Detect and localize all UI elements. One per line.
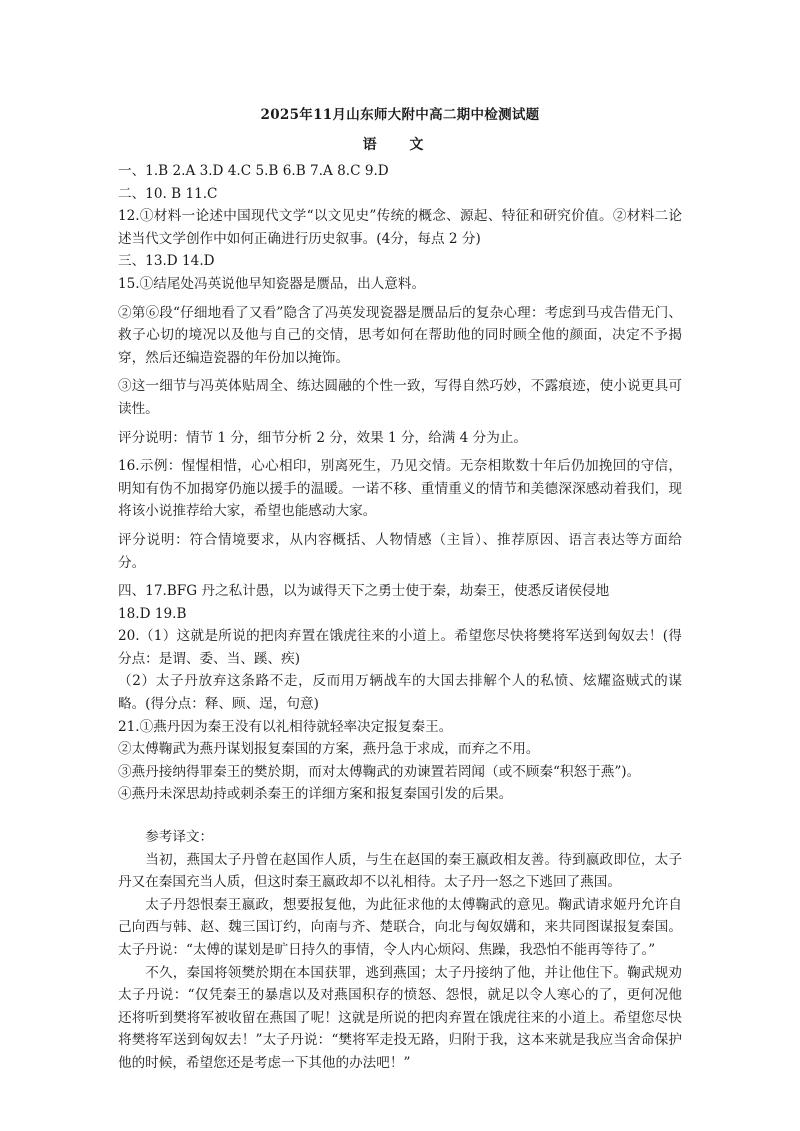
answer-line: ②太傅鞠武为燕丹谋划报复秦国的方案，燕丹急于求成，而弃之不用。 <box>118 741 540 758</box>
answer-line: ④燕丹未深思劫持或刺杀秦王的详细方案和报复秦国引发的后果。 <box>118 786 513 803</box>
section-spacer <box>118 806 682 826</box>
answer-line: 三、13.D 14.D <box>118 253 215 270</box>
answer-line: 二、10. B 11.C <box>118 185 218 202</box>
scoring-note: 评分说明：情节 1 分，细节分析 2 分，效果 1 分，给满 4 分为止。 <box>118 429 528 446</box>
answer-line: （2）太子丹放弃这条路不走，反而用万辆战车的大国去排解个人的私愤、炫耀盗贼式的谋略。(得分点：释、顾、逞，句意) <box>118 673 682 713</box>
answer-line: 18.D 19.B <box>118 605 187 622</box>
answer-line: 12.①材料一论述中国现代文学“以文见史”传统的概念、源起、特征和研究价值。②材料二论述当代文学创作中如何正确进行历史叙事。(4分，每点 2 分) <box>118 208 682 247</box>
subject-heading: 语 文 <box>362 137 438 153</box>
answer-line: 15.①结尾处冯英说他早知瓷器是赝品，出人意料。 <box>118 275 426 292</box>
answer-line: ③燕丹接纳得罪秦王的樊於期，而对太傅鞠武的劝谏置若罔闻（或不顾秦“积怒于燕”)。 <box>118 763 641 780</box>
answer-line: 一、1.B 2.A 3.D 4.C 5.B 6.B 7.A 8.C 9.D <box>118 163 389 179</box>
translation-heading: 参考译文： <box>145 829 214 846</box>
answer-line: 20.（1）这就是所说的把肉弃置在饿虎往来的小道上。希望您尽快将樊将军送到匈奴去！(得分点：是谓、委、当、蹊、疾) <box>118 628 682 667</box>
answer-line: ③这一细节与冯英体贴周全、练达圆融的个性一致，写得自然巧妙，不露痕迹，使小说更具可读性。 <box>118 378 682 417</box>
reference-translation <box>118 826 682 1075</box>
answer-key <box>118 160 682 806</box>
answer-line: ②第⑥段“仔细地看了又看”隐含了冯英发现瓷器是赝品后的复杂心理：考虑到马戎告借无门、救子心切的境况以及他与自己的交情，思考如何在帮助他的同时顾全他的颜面，决定不予揭穿，然后还编造瓷器的年份加以掩饰。 <box>118 304 682 366</box>
answer-line: 四、17.BFG 丹之私计愚，以为诚得天下之勇士使于秦，劫秦王，使悉反诸侯侵地 <box>118 583 610 600</box>
translation-paragraph: 太子丹怨恨秦王嬴政，想要报复他，为此征求他的太傅鞠武的意见。鞠武请求姬丹允许自己向西与韩、赵、魏三国订约，向南与齐、楚联合，向北与匈奴媾和，来共同图谋报复秦国。太子丹说：“太傅的谋划是旷日持久的事情，令人内心烦闷、焦躁，我恐怕不能再等待了。” <box>118 896 682 958</box>
translation-paragraph: 不久，秦国将领樊於期在本国获罪，逃到燕国；太子丹接纳了他，并让他住下。鞠武规劝太子丹说：“仅凭秦王的暴虐以及对燕国积存的愤怒、怨恨，就足以令人寒心的了，更何况他还将听到樊将军被收留在燕国了呢！这就是所说的把肉弃置在饿虎往来的小道上。希望您尽快将樊将军送到匈奴去！”太子丹说：“樊将军走投无路，归附于我，这本来就是我应当舍命保护他的时候，希望您还是考虑一下其他的办法吧！” <box>118 964 682 1071</box>
exam-title: 2025年11月山东师大附中高二期中检测试题 <box>260 107 540 123</box>
answer-line: 21.①燕丹因为秦王没有以礼相待就轻率决定报复秦王。 <box>118 718 453 735</box>
answer-line: 16.示例：惺惺相惜，心心相印，别离死生，乃见交情。无奈相欺数十年后仍加挽回的守信，明知有伪不加揭穿仍施以援手的温暖。一诺不移、重情重义的情节和美德深深感动着我们，现将该小说推荐给大家，希望也能感动大家。 <box>118 458 682 520</box>
scoring-note: 评分说明：符合情境要求，从内容概括、人物情感（主旨）、推荐原因、语言表达等方面给分。 <box>118 531 682 571</box>
translation-paragraph: 当初，燕国太子丹曾在赵国作人质，与生在赵国的秦王嬴政相友善。待到嬴政即位，太子丹又在秦国充当人质，但这时秦王嬴政却不以礼相待。太子丹一怒之下逃回了燕国。 <box>118 851 682 891</box>
